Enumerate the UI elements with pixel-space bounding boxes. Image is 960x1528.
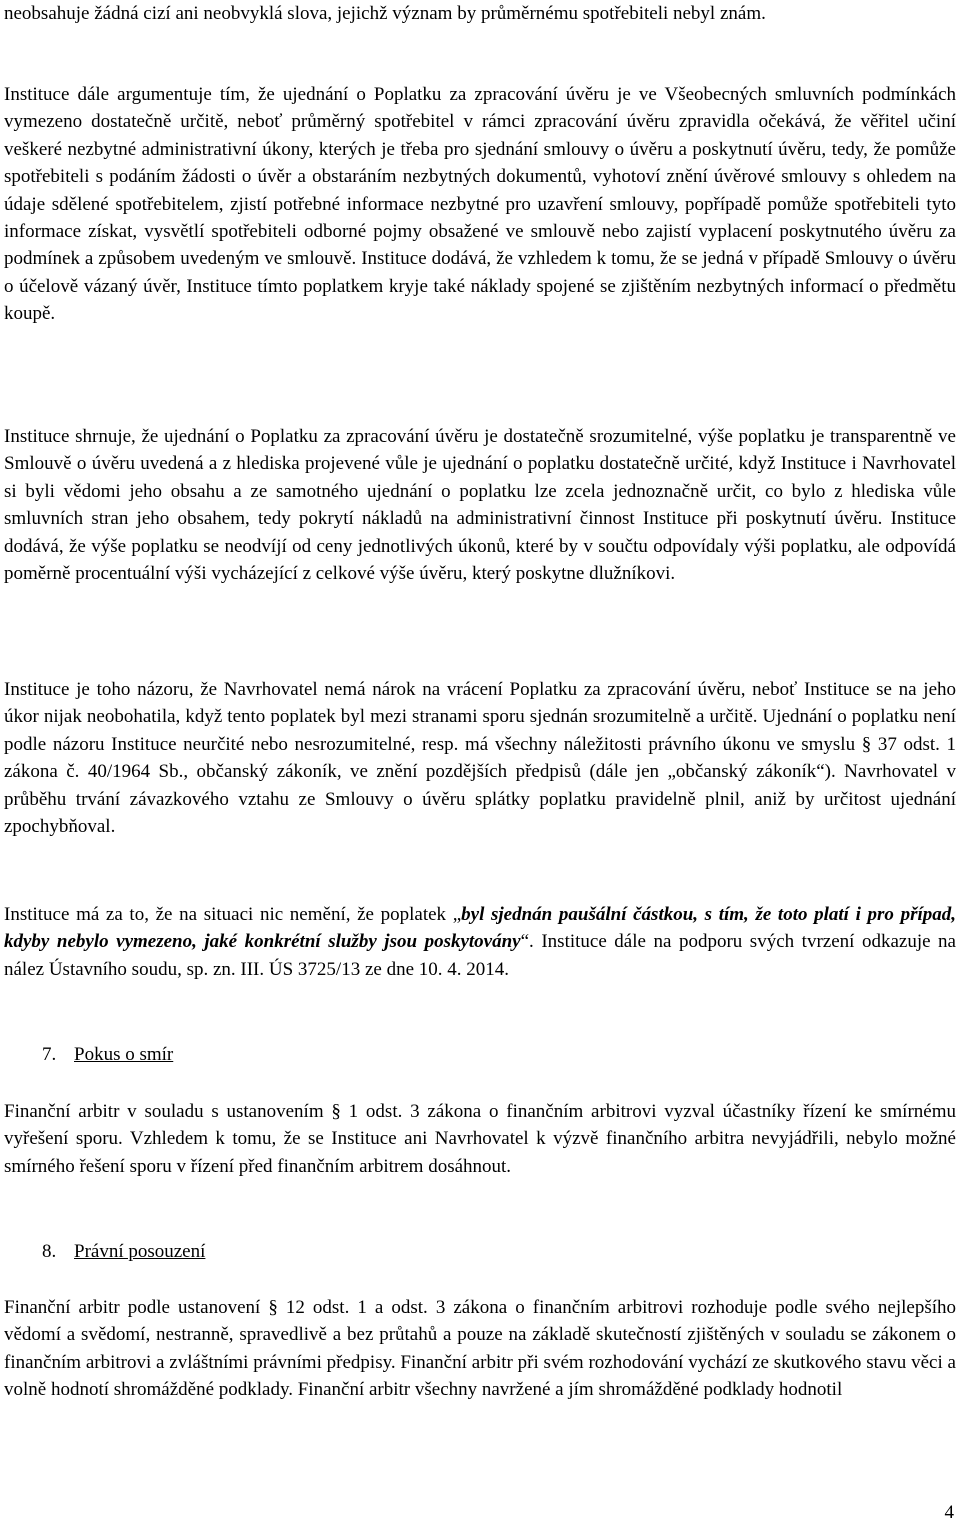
paragraph-text: Instituce dále argumentuje tím, že ujednání o Poplatku za zpracování úvěru je ve Všeobecných smluvních podmínkách vymezeno dostatečně určitě, neboť průměrný spotřebitel v rámci zpracování úvěru zpravidla očekává, že věřitel učiní veškeré nezbytné administrativní úkony, kterých je třeba pro sjednání smlouvy o úvěru a poskytnutí úvěru, tedy, že pomůže spotřebiteli s podáním žádosti o úvěr a obstaráním nezbytných dokumentů, vyhotoví znění úvěrové smlouvy s ohledem na údaje sdělené spotřebitelem, zjistí potřebné informace nezbytné pro uzavření smlouvy, popřípadě pomůže spotřebiteli tyto informace získat, vysvětlí spotřebiteli odborné pojmy obsažené ve smlouvě nebo zajistí vyplacení poskytnutého úvěru za podmínek a způsobem uvedeným ve smlouvě. Instituce dodává, že vzhledem k tomu, že se jedná v případě Smlouvy o úvěru o účelově vázaný úvěr, Instituce tímto poplatkem kryje také náklady spojené se zjištěním nezbytných informací o předmětu koupě.	[4, 84, 956, 325]
paragraph-text: Finanční arbitr podle ustanovení § 12 odst. 1 a odst. 3 zákona o finančním arbitrovi rozhoduje podle svého nejlepšího vědomí a svědomí, nestranně, spravedlivě a bez průtahů a pouze na základě skutečností zjištěných v souladu se zákonem o finančním arbitrovi a zvláštními právními předpisy. Finanční arbitr při svém rozhodování vychází ze skutkového stavu věci a volně hodnotí shromážděné podklady. Finanční arbitr všechny navržené a jím shromážděné podklady hodnotil	[4, 1297, 956, 1401]
paragraph-intro	[4, 0, 956, 27]
section-heading-8	[42, 1238, 205, 1265]
paragraph-institution-argument	[4, 81, 956, 328]
paragraph-institution-reference	[4, 901, 956, 983]
paragraph-text: “. Instituce dále na podporu svých tvrzení odkazuje na nález Ústavního soudu, sp. zn. III. ÚS 3725/13 ze dne 10. 4. 2014.	[4, 931, 956, 980]
section-title: Právní posouzení	[74, 1241, 206, 1262]
section-title: Pokus o smír	[74, 1044, 174, 1065]
section-number: 8.	[42, 1241, 57, 1262]
paragraph-text: Instituce shrnuje, že ujednání o Poplatku za zpracování úvěru je dostatečně srozumitelné, výše poplatku je transparentně ve Smlouvě o úvěru uvedená a z hlediska projevené vůle je ujednání o poplatku dostatečně určité, když Instituce i Navrhovatel si byli vědomi jeho obsahu a ze samotného ujednání o poplatku lze zcela jednoznačně určit, co bylo z hlediska vůle smluvních stran jeho obsahem, tedy pokrytí nákladů na administrativní činnost Instituce při poskytnutí úvěru. Instituce dodává, že výše poplatku se neodvíjí od ceny jednotlivých úkonů, které by v součtu odpovídaly výši poplatku, ale odpovídá poměrně procentuální výši vycházející z celkové výše úvěru, který poskytne dlužníkovi.	[4, 426, 956, 585]
page-number: 4	[944, 1502, 954, 1523]
paragraph-legal-assessment	[4, 1294, 956, 1404]
paragraph-settlement-attempt	[4, 1098, 956, 1180]
quoted-emphasis: byl sjednán paušální částkou, s tím, že toto platí i pro případ, kdyby nebylo vymezeno, jaké konkrétní služby jsou poskytovány	[4, 904, 956, 953]
paragraph-text: Instituce je toho názoru, že Navrhovatel nemá nárok na vrácení Poplatku za zpracování úvěru, neboť Instituce se na jeho úkor nijak neobohatila, když tento poplatek byl mezi stranami sporu sjednán srozumitelně a určitě. Ujednání o poplatku není podle názoru Instituce neurčité nebo nesrozumitelné, resp. má všechny náležitosti právního úkonu ve smyslu § 37 odst. 1 zákona č. 40/1964 Sb., občanský zákoník, ve znění pozdějších předpisů (dále jen „občanský zákoník“). Navrhovatel v průběhu trvání závazkového vztahu ze Smlouvy o úvěru splátky poplatku pravidelně plnil, aniž by určitost ujednání zpochybňoval.	[4, 679, 956, 838]
section-heading-7	[42, 1041, 173, 1068]
paragraph-institution-summary	[4, 423, 956, 587]
paragraph-text: Instituce má za to, že na situaci nic nemění, že poplatek „	[4, 904, 462, 925]
section-number: 7.	[42, 1044, 57, 1065]
paragraph-text: neobsahuje žádná cizí ani neobvyklá slova, jejichž význam by průměrnému spotřebiteli nebyl znám.	[4, 3, 766, 24]
paragraph-institution-opinion	[4, 676, 956, 840]
paragraph-text: Finanční arbitr v souladu s ustanovením § 1 odst. 3 zákona o finančním arbitrovi vyzval účastníky řízení ke smírnému vyřešení sporu. Vzhledem k tomu, že se Instituce ani Navrhovatel k výzvě finančního arbitra nevyjádřili, nebylo možné smírného řešení sporu v řízení před finančním arbitrem dosáhnout.	[4, 1101, 956, 1177]
